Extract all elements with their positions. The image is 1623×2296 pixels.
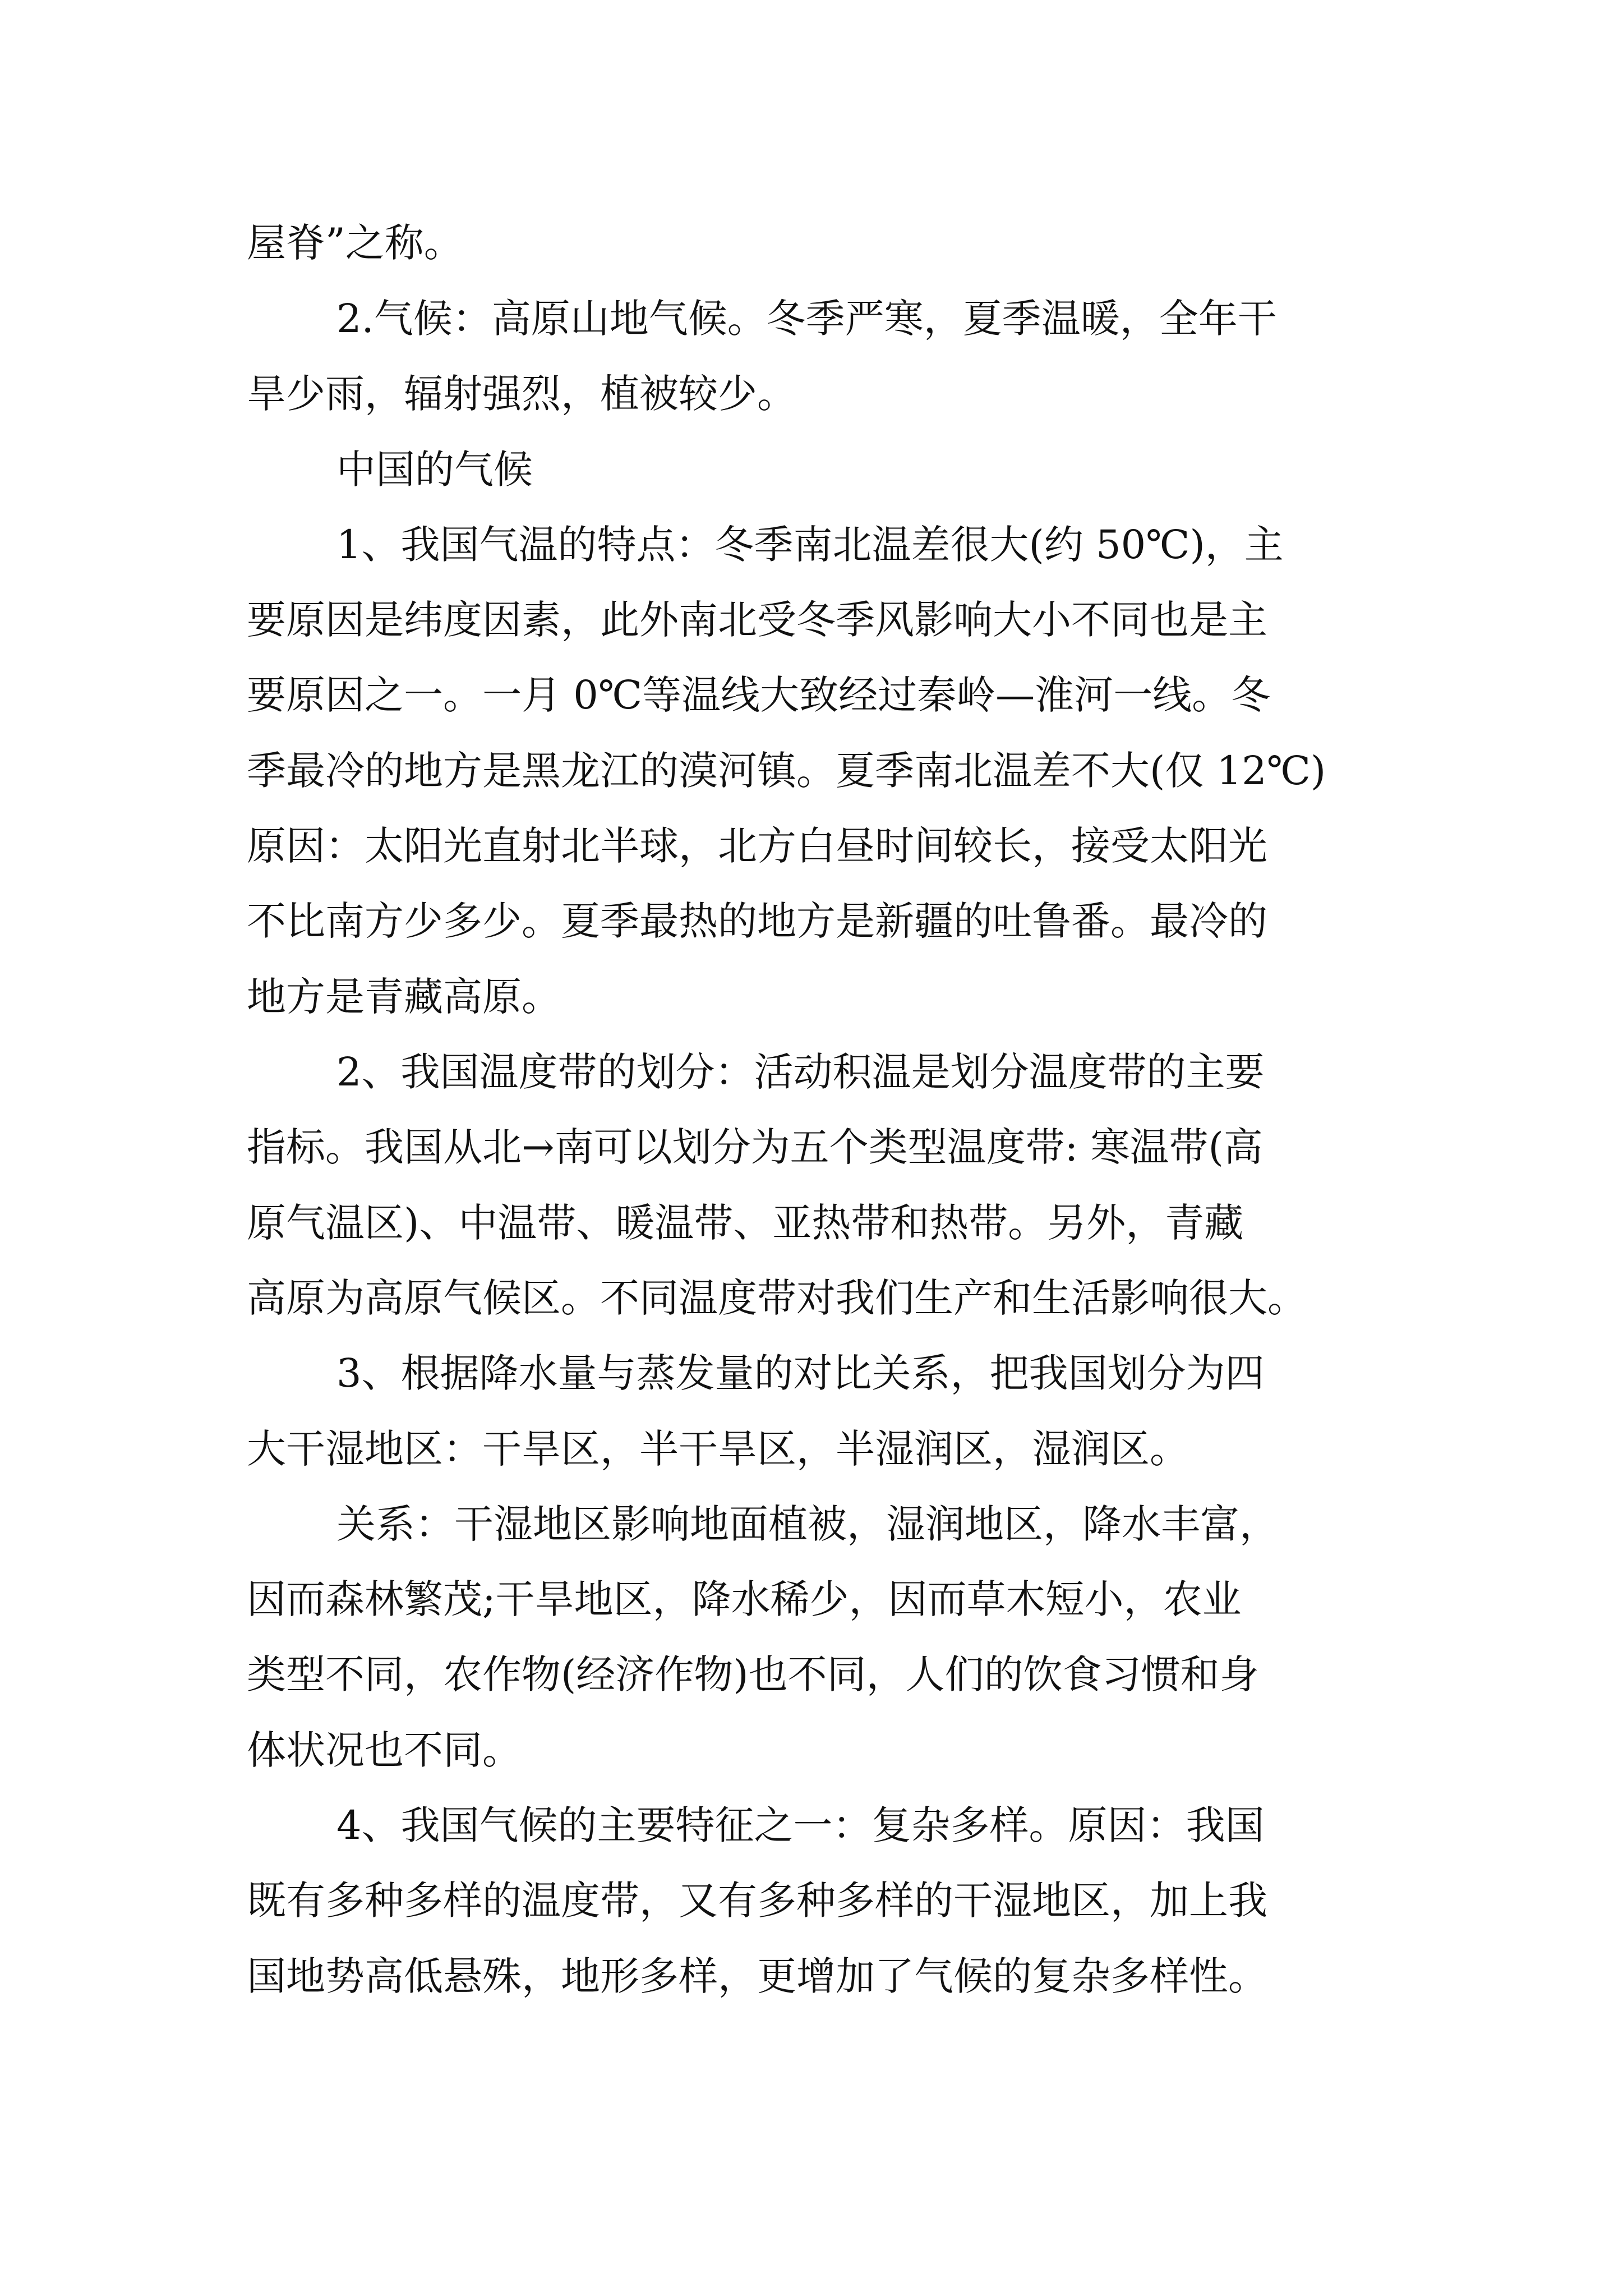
text-line: 原气温区)、中温带、暖温带、亚热带和热带。另外，青藏 <box>247 1200 1244 1246</box>
text-line: 体状况也不同。 <box>247 1727 522 1773</box>
text-line: 季最冷的地方是黑龙江的漠河镇。夏季南北温差不大(仅 12℃) <box>247 748 1326 794</box>
text-line: 4、我国气候的主要特征之一：复杂多样。原因：我国 <box>336 1802 1265 1848</box>
text-line: 大干湿地区：干旱区，半干旱区，半湿润区，湿润区。 <box>247 1426 1189 1472</box>
text-line: 1、我国气温的特点：冬季南北温差很大(约 50℃)，主 <box>336 522 1284 568</box>
text-line: 高原为高原气候区。不同温度带对我们生产和生活影响很大。 <box>247 1275 1307 1321</box>
text-line: 要原因是纬度因素，此外南北受冬季风影响大小不同也是主 <box>247 597 1267 643</box>
text-line: 3、根据降水量与蒸发量的对比关系，把我国划分为四 <box>336 1350 1265 1396</box>
text-line: 类型不同，农作物(经济作物)也不同，人们的饮食习惯和身 <box>247 1651 1259 1697</box>
text-line: 屋脊”之称。 <box>247 220 463 266</box>
text-line: 旱少雨，辐射强烈，植被较少。 <box>247 371 796 417</box>
text-line: 指标。我国从北→南可以划分为五个类型温度带: 寒温带(高 <box>247 1124 1263 1170</box>
text-line: 2、我国温度带的划分：活动积温是划分温度带的主要 <box>336 1049 1265 1095</box>
text-line: 地方是青藏高原。 <box>247 974 561 1020</box>
text-line: 关系：干湿地区影响地面植被，湿润地区，降水丰富， <box>336 1501 1279 1547</box>
section-heading: 中国的气候 <box>336 447 533 493</box>
text-line: 国地势高低悬殊，地形多样，更增加了气候的复杂多样性。 <box>247 1953 1267 1999</box>
text-line: 要原因之一。一月 0℃等温线大致经过秦岭—淮河一线。冬 <box>247 672 1271 718</box>
text-line: 不比南方少多少。夏季最热的地方是新疆的吐鲁番。最冷的 <box>247 898 1267 944</box>
text-line: 2.气候：高原山地气候。冬季严寒，夏季温暖，全年干 <box>336 296 1277 342</box>
text-line: 因而森林繁茂;干旱地区，降水稀少，因而草木短小，农业 <box>247 1576 1242 1622</box>
text-line: 既有多种多样的温度带，又有多种多样的干湿地区，加上我 <box>247 1878 1267 1924</box>
text-line: 原因：太阳光直射北半球，北方白昼时间较长，接受太阳光 <box>247 823 1267 869</box>
